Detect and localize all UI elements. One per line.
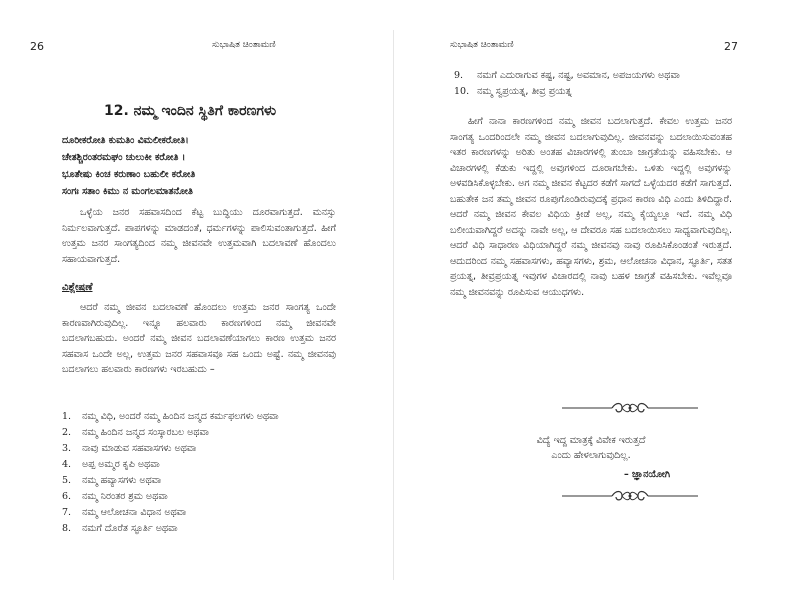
quote-box [478,400,704,504]
list-item: 10. ನಮ್ಮ ಸ್ವಪ್ರಯತ್ನ, ತೀವ್ರ ಪ್ರಯತ್ನ [454,86,572,97]
page-number: 26 [30,40,44,53]
body-paragraph: ಹೀಗೆ ನಾನಾ ಕಾರಣಗಳಿಂದ ನಮ್ಮ ಜೀವನ ಬದಲಾಗುತ್ತದೆ. ಕೇವಲ ಉತ್ತಮ ಜನರ ಸಾಂಗತ್ಯ ಒಂದರಿಂದಲೇ ನಮ್ಮ ಜೀವನ ಬದಲಾಗುವುದಿಲ್ಲ. ಜೀವನವನ್ನು ಬದಲಾಯಿಸುವಂತಹ ಇತರ ಕಾರಣಗಳನ್ನು ಅರಿತು ಅಂತಹ ವಿಚಾರಗಳಲ್ಲಿ ತುಂಬಾ ಜಾಗ್ರತೆಯನ್ನು ವಹಿಸಬೇಕು. ಆ ವಿಚಾರಗಳಲ್ಲಿ ಕೆಡುಕು ಇದ್ದಲ್ಲಿ ಅವುಗಳಿಂದ ದೂರಾಗಬೇಕು. ಒಳಿತು ಇದ್ದಲ್ಲಿ ಅವುಗಳನ್ನು ಅಳವಡಿಸಿಕೊಳ್ಳಬೇಕು. ಅಗ ನಮ್ಮ ಜೀವನ ಕೆಟ್ಟದರ ಕಡೆಗೆ ಸಾಗದೆ ಒಳ್ಳೆಯದರ ಕಡೆಗೆ ಸಾಗುತ್ತದೆ. ಬಹುತೇಕ ಜನ ತಮ್ಮ ಜೀವನ ರೂಪುಗೊಂಡಿರುವುದಕ್ಕೆ ಪ್ರಧಾನ ಕಾರಣ ವಿಧಿ ಎಂದು ತಿಳಿದಿದ್ದಾರೆ. ಆದರೆ ನಮ್ಮ ಜೀವನ ಕೇವಲ ವಿಧಿಯ ಕ್ರೀಡೆ ಅಲ್ಲ, ನಮ್ಮ ಕೈಯ್ಯಲ್ಲೂ ಇದೆ. ನಮ್ಮ ವಿಧಿ ಬಲೀಯವಾಗಿದ್ದರೆ ಅದನ್ನು ನಾವೇ ಅಲ್ಲ, ಆ ದೇವರೂ ಸಹ ಬದಲಾಯಿಸಲು ಸಾಧ್ಯವಾಗುವುದಿಲ್ಲ. ಆದರೆ ವಿಧಿ ಸಾಧಾರಣ ವಿಧಿಯಾಗಿದ್ದರೆ ನಮ್ಮ ಜೀವನವು ನಾವು ರೂಪಿಸಿಕೊಂಡಂತೆ ಇರುತ್ತದೆ. ಆದುದರಿಂದ ನಮ್ಮ ಸಹವಾಸಗಳು, ಹವ್ಯಾಸಗಳು, ಶ್ರಮ, ಆಲೋಚನಾ ವಿಧಾನ, ಸ್ಫೂರ್ತಿ, ಸತತ ಪ್ರಯತ್ನ, ತೀವ್ರಪ್ರಯತ್ನ ಇವುಗಳ ವಿಚಾರದಲ್ಲಿ ನಾವು ಬಹಳ ಜಾಗ್ರತೆ ವಹಿಸಬೇಕು. ಇವೆಲ್ಲವೂ ನಮ್ಮ ಜೀವನವನ್ನು ರೂಪಿಸುವ ಆಯುಧಗಳು. [450,116,732,298]
page-number: 27 [724,40,738,53]
quote-text [478,433,704,463]
section-heading: ವಿಶ್ಲೇಷಣೆ [62,282,93,293]
list-item: 8. ನಮಗೆ ದೊರೆತ ಸ್ಫೂರ್ತಿ ಅಥವಾ [62,523,178,534]
analysis-paragraph: ಆದರೆ ನಮ್ಮ ಜೀವನ ಬದಲಾವಣೆ ಹೊಂದಲು ಉತ್ತಮ ಜನರ ಸಾಂಗತ್ಯ ಒಂದೇ ಕಾರಣವಾಗಿರುವುದಿಲ್ಲ. ಇನ್ನೂ ಹಲವಾರು ಕಾರಣಗಳಿಂದ ನಮ್ಮ ಜೀವನವೇ ಬದಲಾಗಬಹುದು. ಅಂದರೆ ನಮ್ಮ ಜೀವನ ಬದಲಾವಣೆಯಾಗಲು ಕಾರಣ ಉತ್ತಮ ಜನರ ಸಹವಾಸ ಒಂದೇ ಅಲ್ಲ, ಉತ್ತಮ ಜನರ ಸಹವಾಸವೂ ಸಹ ಒಂದು ಅಷ್ಟೆ. ನಮ್ಮ ಜೀವನವು ಬದಲಾಗಲು ಹಲವಾರು ಕಾರಣಗಳು ಇರಬಹುದು – [62,302,336,375]
list-item: 2. ನಮ್ಮ ಹಿಂದಿನ ಜನ್ಮದ ಸಂಸ್ಕಾರಬಲ ಅಥವಾ [62,427,210,438]
intro-paragraph: ಒಳ್ಳೆಯ ಜನರ ಸಹವಾಸದಿಂದ ಕೆಟ್ಟ ಬುದ್ಧಿಯು ದೂರವಾಗುತ್ತದೆ. ಮನಸ್ಸು ನಿರ್ಮಲವಾಗುತ್ತದೆ. ಪಾಪಗಳನ್ನು ಮಾಡದಂತೆ, ಧರ್ಮಗಳನ್ನು ಪಾಲಿಸುವಂತಾಗುತ್ತದೆ. ಹೀಗೆ ಉತ್ತಮ ಜನರ ಸಾಂಗತ್ಯದಿಂದ ನಮ್ಮ ಜೀವನವೇ ಉತ್ತಮವಾಗಿ ಬದಲಾವಣೆ ಹೊಂದಲು ಸಹಾಯವಾಗುತ್ತದೆ. [62,207,336,265]
list-item: 6. ನಮ್ಮ ನಿರಂತರ ಶ್ರಮ ಅಥವಾ [62,491,168,502]
quote-line: ವಿದ್ಯೆ ಇದ್ದ ಮಾತ್ರಕ್ಕೆ ವಿವೇಕ ಇರುತ್ತದೆ [536,435,646,446]
chapter-title: 12. ನಮ್ಮ ಇಂದಿನ ಸ್ಥಿತಿಗೆ ಕಾರಣಗಳು [104,103,277,119]
verse-line: ದೂರೀಕರೋತಿ ಕುಮತಿಂ ವಿಮಲೀಕರೋತಿ। [62,135,189,146]
running-head: ಸುಭಾಷಿತ ಚಿಂತಾಮಣಿ [212,40,276,50]
list-item: 1. ನಮ್ಮ ವಿಧಿ, ಅಂದರೆ ನಮ್ಮ ಹಿಂದಿನ ಜನ್ಮದ ಕರ್ಮಫಲಗಳು ಅಥವಾ [62,411,279,422]
ornament-divider-icon [560,400,700,416]
ornament-divider-icon [560,488,700,504]
running-head: ಸುಭಾಷಿತ ಚಿಂತಾಮಣಿ [450,40,514,50]
quote-author: – ಜ್ಞಾನಯೋಗಿ [624,469,671,480]
list-item: 9. ನಮಗೆ ಎದುರಾಗುವ ಕಷ್ಟ, ನಷ್ಟ, ಅವಮಾನ, ಅಪಜಯಗಳು ಅಥವಾ [454,70,680,81]
list-item: 5. ನಮ್ಮ ಹವ್ಯಾಸಗಳು ಅಥವಾ [62,475,162,486]
verse-line: ಚೇತಶ್ಚಿರಂತರಮಘಂ ಚುಲುಕೀ ಕರೋತಿ । [62,152,186,163]
sanskrit-verse [62,132,195,200]
reasons-list-continued [454,68,754,100]
list-item: 7. ನಮ್ಮ ಆಲೋಚನಾ ವಿಧಾನ ಅಥವಾ [62,507,187,518]
verse-line: ಭೂತೇಷು ಕಿಂಚ ಕರುಣಾಂ ಬಹುಲೀ ಕರೋತಿ [62,169,196,180]
list-item: 3. ನಾವು ಮಾಡುವ ಸಹವಾಸಗಳು ಅಥವಾ [62,443,197,454]
reasons-list [62,409,362,537]
verse-line: ಸಂಗಃ ಸತಾಂ ಕಿಮು ನ ಮಂಗಲಮಾತನೋತಿ [62,186,193,197]
right-page [394,0,788,600]
list-item: 4. ಅಪ್ಪ ಅಮ್ಮರ ಕೃಪಿ ಅಥವಾ [62,459,160,470]
quote-line: ಎಂದು ಹೇಳಲಾಗುವುದಿಲ್ಲ. [551,450,631,461]
